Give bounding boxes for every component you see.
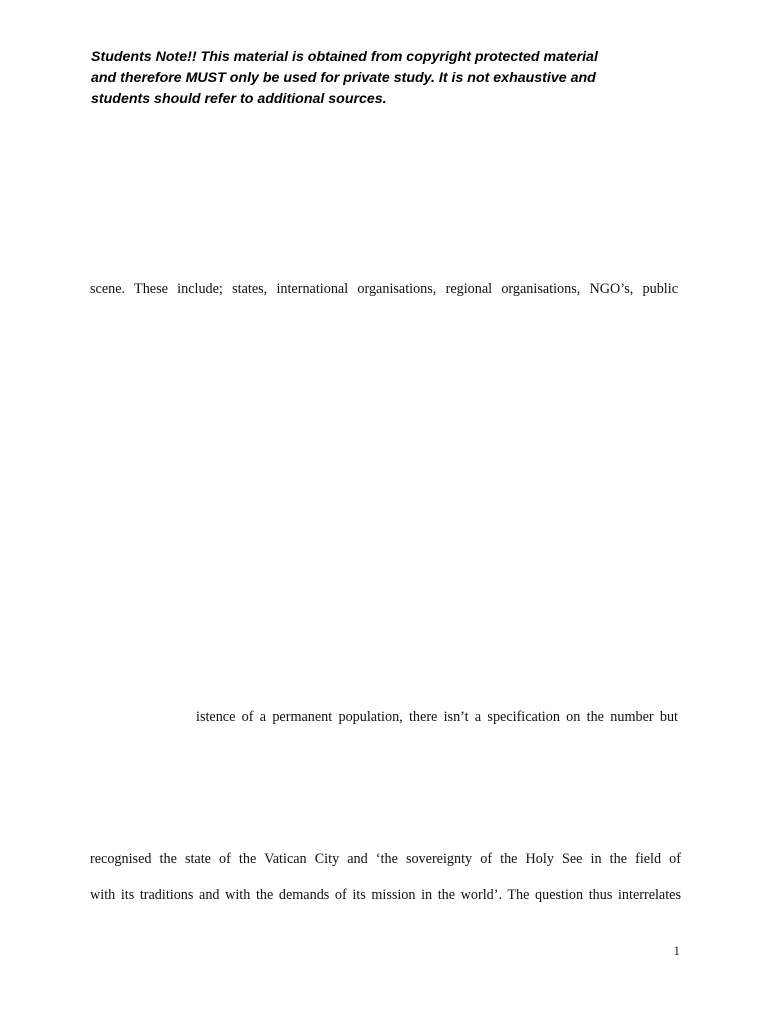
students-note-line: students should refer to additional sources. bbox=[91, 91, 387, 107]
body-text-line: scene. These include; states, international organisations, regional organisations, NGO’s, public bbox=[90, 281, 678, 297]
page-number: 1 bbox=[673, 943, 680, 958]
students-note-line: Students Note!! This material is obtained from copyright protected material bbox=[91, 49, 598, 65]
students-note bbox=[91, 47, 681, 110]
students-note-line: and therefore MUST only be used for private study. It is not exhaustive and bbox=[91, 70, 596, 86]
body-text-line: with its traditions and with the demands of its mission in the world’. The question thus interrelates bbox=[90, 887, 681, 903]
body-text-line: istence of a permanent population, there isn’t a specification on the number but bbox=[196, 709, 678, 725]
body-text-line: recognised the state of the Vatican City and ‘the sovereignty of the Holy See in the field of bbox=[90, 851, 681, 867]
